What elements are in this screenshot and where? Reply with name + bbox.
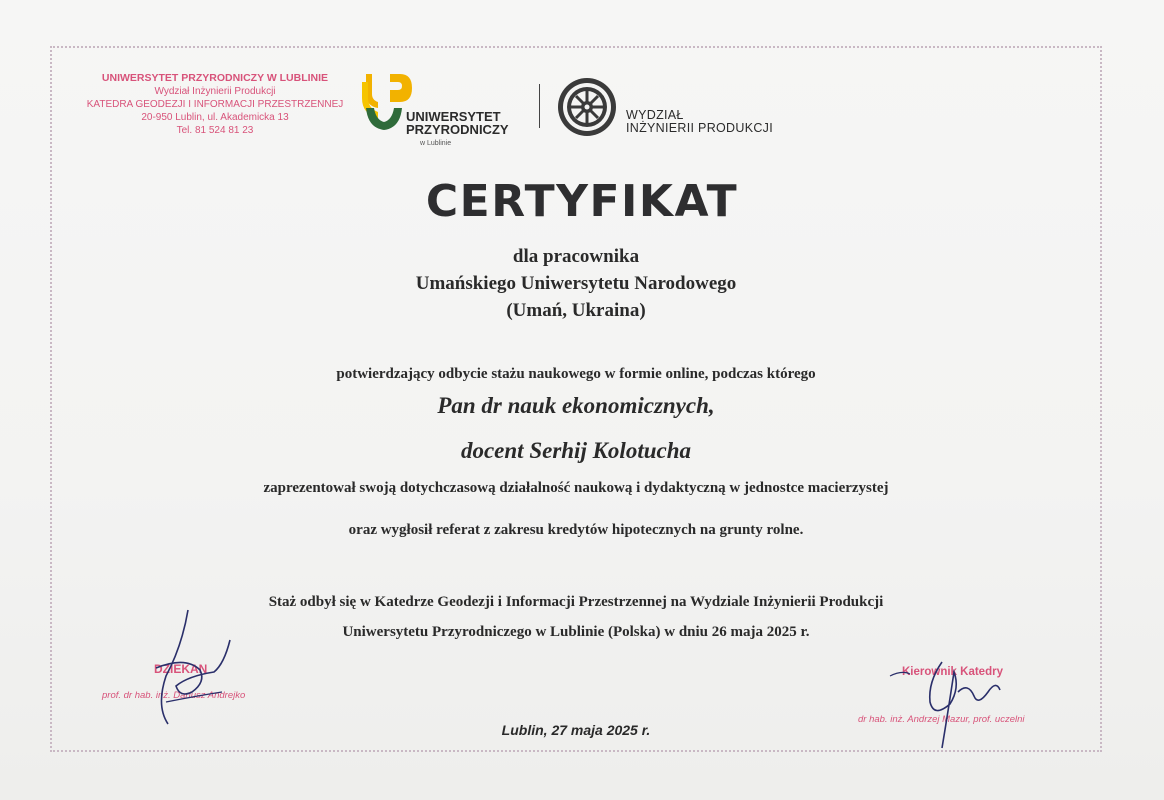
internship-line-1: Staż odbył się w Katedrze Geodezji i Informacji Przestrzennej na Wydziale Inżynierii Produkcji <box>268 594 884 610</box>
confirm-text: potwierdzający odbycie stażu naukowego w formie online, podczas którego <box>336 366 816 382</box>
dean-signature-block <box>96 606 296 736</box>
recipient-line-3: (Umań, Ukraina) <box>506 300 646 321</box>
stamp-line-4: 20-950 Lublin, ul. Akademicka 13 <box>141 112 289 123</box>
person-title: Pan dr nauk ekonomicznych, <box>437 393 715 418</box>
logo-divider <box>539 84 540 128</box>
stamp-line-3: KATEDRA GEODEZJI I INFORMACJI PRZESTRZENNEJ <box>86 99 344 110</box>
university-city: w Lublinie <box>420 140 452 147</box>
person-name: docent Serhij Kolotucha <box>460 438 692 463</box>
dean-name: prof. dr hab. inż. Dariusz Andrejko <box>102 690 246 701</box>
faculty-name: WYDZIAŁ INŻYNIERII PRODUKCJI <box>626 108 773 135</box>
stamp-line-1: UNIWERSYTET PRZYRODNICZY W LUBLINIE <box>101 72 329 84</box>
university-name: UNIWERSYTET PRZYRODNICZY <box>406 109 509 137</box>
recipient-line-1: dla pracownika <box>512 246 640 267</box>
head-label: Kierownik Katedry <box>902 666 1003 678</box>
department-stamp <box>70 72 360 137</box>
stamp-line-5: Tel. 81 524 81 23 <box>176 125 254 136</box>
dean-label: DZIEKAN <box>154 662 208 676</box>
head-name: dr hab. inż. Andrzej Mazur, prof. uczelni <box>858 714 1025 725</box>
head-signature-icon <box>850 652 1070 762</box>
internship-line-2: Uniwersytetu Przyrodniczego w Lublinie (Polska) w dniu 26 maja 2025 r. <box>342 624 810 640</box>
body-line-1: zaprezentował swoją dotychczasową działalność naukową i dydaktyczną w jednostce macierzystej <box>263 480 889 496</box>
stamp-line-2: Wydział Inżynierii Produkcji <box>154 86 276 97</box>
head-signature-block <box>850 652 1070 762</box>
recipient-line-2: Umańskiego Uniwersytetu Narodowego <box>415 273 737 294</box>
faculty-gear-logo-icon <box>556 76 618 138</box>
body-line-2: oraz wygłosił referat z zakresu kredytów hipotecznych na grunty rolne. <box>348 522 804 538</box>
dean-signature-icon <box>96 606 296 736</box>
place-and-date: Lublin, 27 maja 2025 r. <box>501 722 651 738</box>
certificate-title: CERTYFIKAT <box>425 176 739 227</box>
